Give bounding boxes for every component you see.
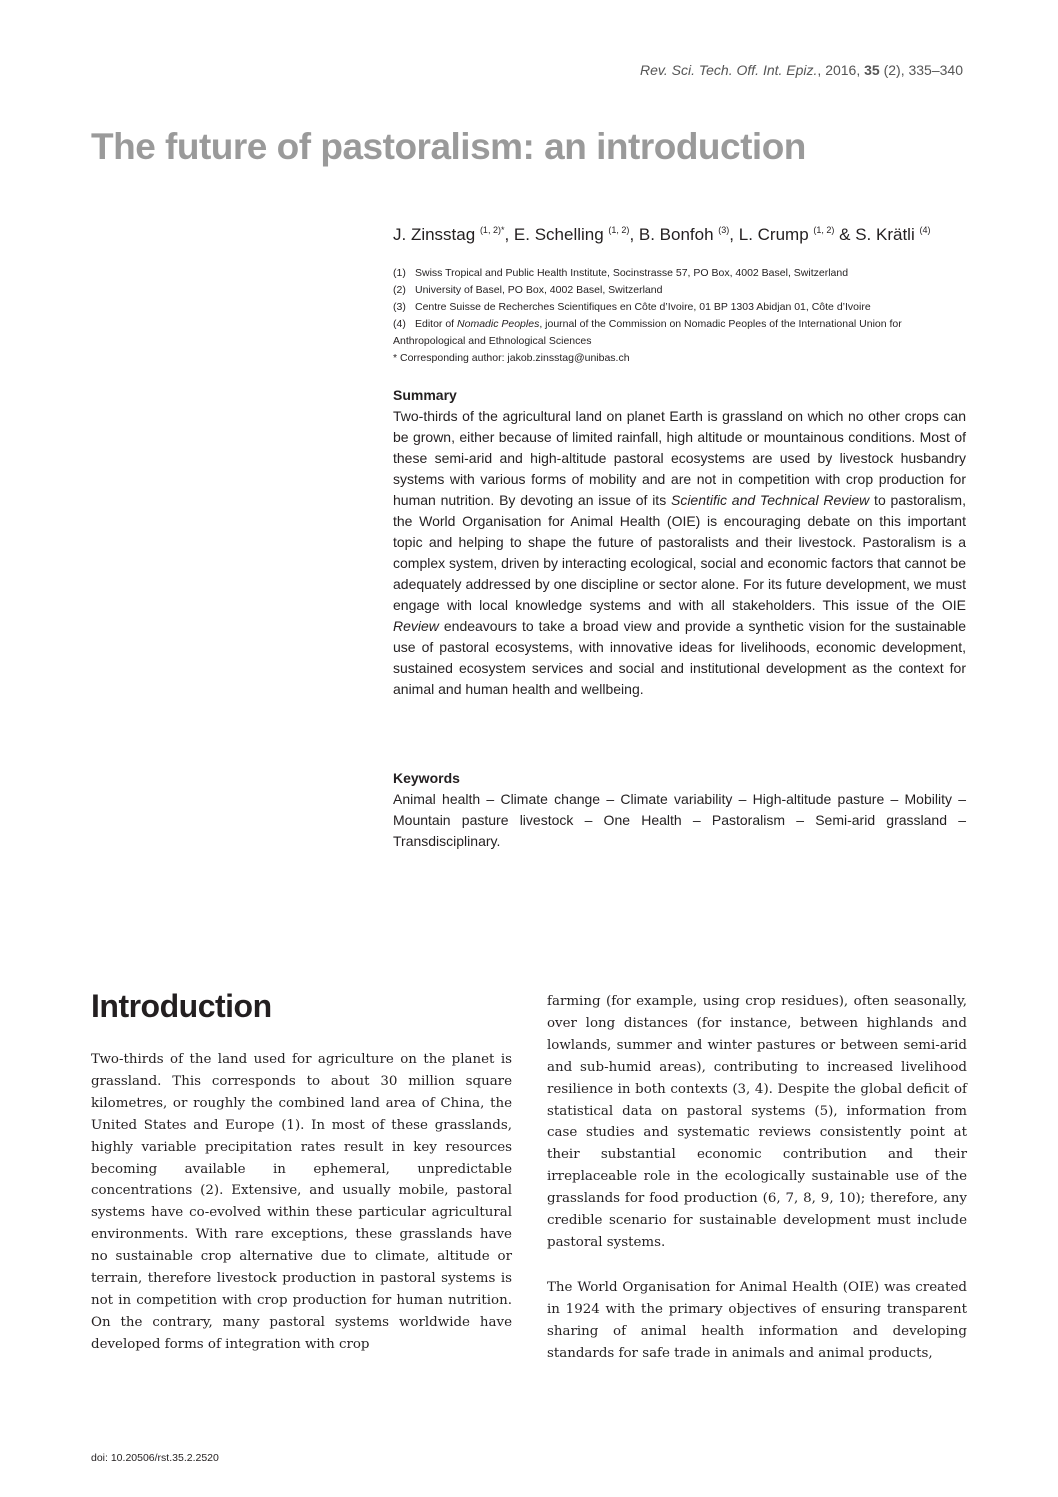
introduction-left-column [91,1049,512,1356]
introduction-paragraph: The World Organisation for Animal Health (OIE) was created in 1924 with the primary objectives of ensuring transparent sharing of animal health information and developing standards for safe trade in animals and animal products, [547,1279,967,1361]
author-separator: , [729,225,739,244]
summary-italic-review: Review [393,618,439,634]
affiliation-item [393,265,968,282]
doi-footer: doi: 10.20506/rst.35.2.2520 [91,1452,219,1464]
corresponding-author: * Corresponding author: jakob.zinsstag@unibas.ch [393,352,630,364]
affiliation-number: (1) [393,267,406,279]
author-separator: , [504,225,514,244]
introduction-heading: Introduction [91,988,272,1024]
author-list [393,225,930,245]
summary-text [393,406,966,700]
article-title: The future of pastoralism: an introduction [91,126,806,167]
journal-name: Rev. Sci. Tech. Off. Int. Epiz. [640,62,818,78]
introduction-right-column [547,991,967,1365]
journal-year: , 2016, [817,62,865,78]
author-affiliation-ref: (1, 2) [608,225,630,235]
keywords-heading: Keywords [393,770,460,786]
affiliation-text: University of Basel, PO Box, 4002 Basel, Switzerland [415,284,663,296]
affiliation-text: Centre Suisse de Recherches Scientifiques en Côte d’Ivoire, 01 BP 1303 Abidjan 01, Côte d’Ivoire [415,301,871,313]
affiliation-text-prefix: Editor of [415,318,458,330]
affiliation-item [393,299,968,316]
summary-italic-title: Scientific and Technical Review [670,492,870,508]
affiliation-text: Swiss Tropical and Public Health Institute, Socinstrasse 57, PO Box, 4002 Basel, Switzerland [415,267,849,279]
affiliation-text: , journal of the Commission on Nomadic Peoples of the International Union for Anthropological and Ethnological Sciences [393,318,902,347]
author-affiliation-ref: (4) [919,225,931,235]
summary-text-part: to pastoralism, the World Organisation for Animal Health (OIE) is encouraging debate on this important topic and helping to shape the future of pastoralists and their livestock. Pastoralism is a complex system, driven by interacting ecological, social and economic factors that cannot be adequately addressed by one discipline or sector alone. For its future development, we must engage with local knowledge systems and with all stakeholders. This issue of the OIE [393,492,966,613]
summary-text-part: Two-thirds of the agricultural land on planet Earth is grassland on which no other crops can be grown, either because of limited rainfall, high altitude or mountainous conditions. Most of these semi-arid and high-altitude pastoral ecosystems are used by livestock husbandry systems with various forms of mobility and are not in competition with crop production for human nutrition. By devoting an issue of its [393,408,966,508]
author-name: E. Schelling [513,225,604,244]
keywords-text: Animal health – Climate change – Climate variability – High-altitude pasture – Mobility – Mountain pasture livestock – One Health – Pastoralism – Semi-arid grassland – Transdisciplinary. [393,791,966,849]
keywords-section [393,768,966,852]
affiliation-item [393,282,968,299]
author-affiliation-ref: (1, 2) [813,225,835,235]
introduction-paragraph: Two-thirds of the land used for agriculture on the planet is grassland. This corresponds to about 30 million square kilometres, or roughly the combined land area of China, the United States and Europe (1). In most of these grasslands, highly variable precipitation rates result in key resources becoming available in ephemeral, unpredictable concentrations (2). Extensive, and usually mobile, pastoral systems have co-evolved within these particular agricultural environments. With rare exceptions, these grasslands have no sustainable crop alternative due to climate, altitude or terrain, therefore livestock production in pastoral systems is not in competition with crop production for human nutrition. On the contrary, many pastoral systems worldwide have developed forms of integration with crop [91,1052,512,1352]
author-name: L. Crump [738,225,809,244]
affiliation-number: (3) [393,301,406,313]
author-separator: & [834,225,856,244]
summary-text-part: endeavours to take a broad view and provide a synthetic vision for the sustainable use of pastoral ecosystems, with innovative ideas for livelihoods, economic development, sustained ecosystem services and social and institutional development as the context for animal and human health and wellbeing. [393,618,966,697]
affiliation-journal-name: Nomadic Peoples [457,318,540,330]
summary-heading: Summary [393,387,457,403]
journal-volume: 35 [864,62,880,78]
author-name: S. Krätli [855,225,915,244]
introduction-paragraph: farming (for example, using crop residues), often seasonally, over long distances (for instance, between highlands and lowlands, summer and winter pastures or between semi-arid and sub-humid areas), contributing to increased livelihood resilience in both contexts (3, 4). Despite the global deficit of statistical data on pastoral systems (5), information from case studies and systematic reviews consistently point at their substantial economic contribution and their irreplaceable role in the ecologically sustainable use of the grasslands for food production (6, 7, 8, 9, 10); therefore, any credible scenario for sustainable development must include pastoral systems. [547,994,967,1250]
affiliation-item [393,316,968,350]
author-affiliation-ref: (3) [718,225,730,235]
summary-section [393,385,966,700]
author-separator: , [629,225,639,244]
affiliation-list [393,265,968,367]
journal-issue-pages: (2), 335–340 [879,62,963,78]
affiliation-number: (2) [393,284,406,296]
author-affiliation-ref: (1, 2)* [479,225,505,235]
journal-reference [640,62,963,78]
author-name: J. Zinsstag [393,225,476,244]
affiliation-number: (4) [393,318,406,330]
author-name: B. Bonfoh [638,225,714,244]
